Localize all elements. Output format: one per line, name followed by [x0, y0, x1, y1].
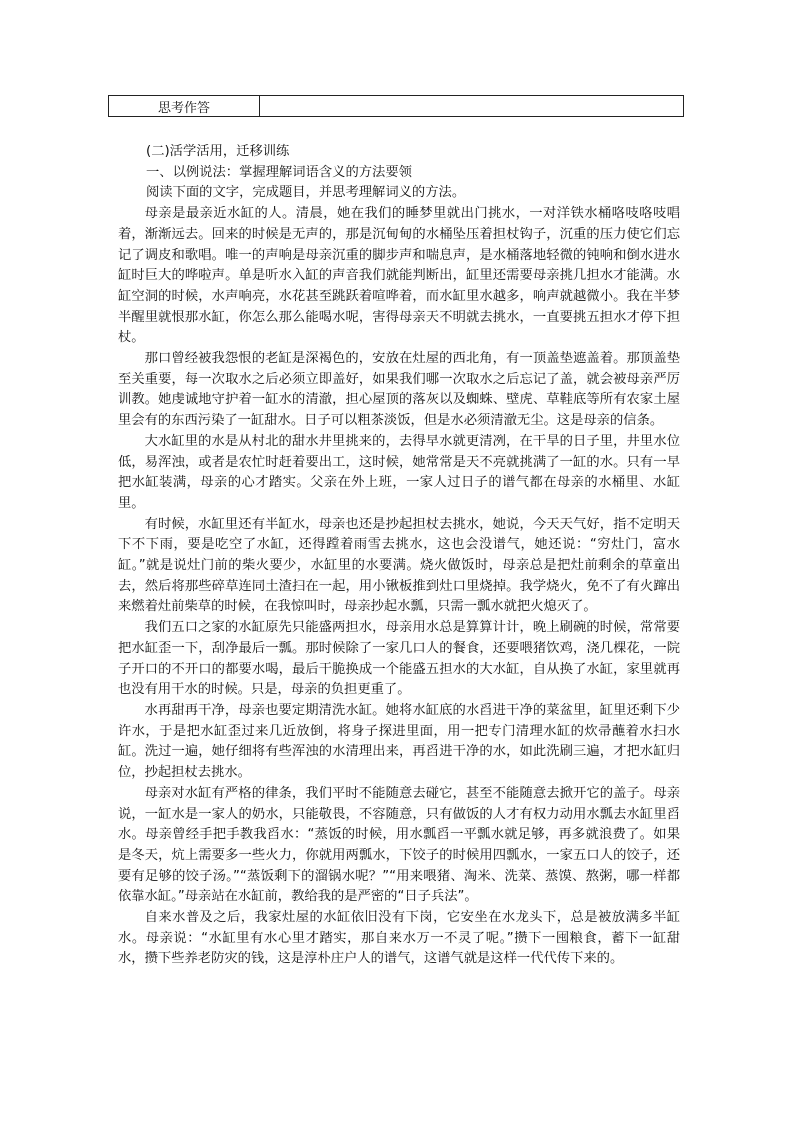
paragraph-3: 大水缸里的水是从村北的甜水井里挑来的，去得早水就更清冽，在干旱的日子里，井里水位低，易浑浊，或者是农忙时赶着要出工，这时候，她常常是天不亮就挑满了一缸的水。只有一早把水缸装满，母亲的心才踏实。父亲在外上班，一家人过日子的谱气都在母亲的水桶里、水缸里。	[118, 433, 680, 511]
reading-instruction: 阅读下面的文字，完成题目，并思考理解词义的方法。	[146, 185, 466, 201]
table-row	[109, 96, 684, 117]
section-heading: (二)活学活用，迁移训练	[146, 144, 290, 159]
paragraph-4: 有时候，水缸里还有半缸水，母亲也还是抄起担杖去挑水，她说，今天天气好，指不定明天下不下雨，要是吃空了水缸，还得蹚着雨雪去挑水，这也会没谱气，她还说：“穷灶门，富水缸。”就是说灶门前的柴火要少，水缸里的水要满。烧火做饭时，母亲总是把灶前剩余的草童出去，然后将那些碎草连同土渣扫在一起，用小锹板推到灶口里烧掉。我学烧火，免不了有火蹿出来燃着灶前柴草的时候，在我惊叫时，母亲抄起水瓢，只需一瓢水就把火熄灭了。	[118, 516, 680, 615]
paragraph-7: 母亲对水缸有严格的律条，我们平时不能随意去碰它，甚至不能随意去掀开它的盖子。母亲说，一缸水是一家人的奶水，只能敬畏，不容随意，只有做饭的人才有权力动用水瓢去水缸里舀水。母亲曾经手把手教我舀水：“蒸饭的时候，用水瓢舀一平瓢水就足够，再多就浪费了。如果是冬天，炕上需要多一些火力，你就用两瓢水，下饺子的时候用四瓢水，一家五口人的饺子，还要有足够的饺子汤。”“蒸饭剩下的溜锅水呢？”“用来喂猪、淘米、洗菜、蒸馍、熬粥，哪一样都依靠水缸。”母亲站在水缸前，教给我的是严密的“日子兵法”。	[118, 785, 680, 905]
answer-table	[108, 95, 684, 117]
paragraph-8: 自来水普及之后，我家灶屋的水缸依旧没有下岗，它安坐在水龙头下，总是被放满多半缸水。母亲说：“水缸里有水心里才踏实，那自来水万一不灵了呢。”攒下一囤粮食，蓄下一缸甜水，攒下些养老防灾的钱，这是淳朴庄户人的谱气，这谱气就是这样一代代传下来的。	[118, 910, 680, 967]
table-answer-cell[interactable]	[260, 96, 684, 117]
table-label-cell: 思考作答	[109, 96, 260, 117]
paragraph-6: 水再甜再干净，母亲也要定期清洗水缸。她将水缸底的水舀进干净的菜盆里，缸里还剩下少许水，于是把水缸歪过来几近放倒，将身子探进里面，用一把专门清理水缸的炊帚蘸着水扫水缸。洗过一遍，她仔细将有些浑浊的水清理出来，再舀进干净的水，如此洗刷三遍，才把水缸归位，抄起担杖去挑水。	[118, 702, 680, 781]
document-body	[118, 142, 680, 970]
paragraph-1: 母亲是最亲近水缸的人。清晨，她在我们的睡梦里就出门挑水，一对洋铁水桶咯吱咯吱唱着，渐渐远去。回来的时候是无声的，那是沉甸甸的水桶坠压着担杖钩子，沉重的压力使它们忘记了调皮和歌唱。唯一的声响是母亲沉重的脚步声和喘息声，是水桶落地轻微的钝响和倒水进水缸时巨大的哗啦声。单是听水入缸的声音我们就能判断出，缸里还需要母亲挑几担水才能满。水缸空洞的时候，水声响亮，水花甚至跳跃着喧哗着，而水缸里水越多，响声就越微小。我在半梦半醒里就恨那水缸，你怎么那么能喝水呢，害得母亲天不明就去挑水，一直要挑五担水才停下担杖。	[118, 206, 680, 346]
section-subheading: 一、以例说法：掌握理解词语含义的方法要领	[146, 164, 412, 180]
paragraph-2: 那口曾经被我怨恨的老缸是深褐色的，安放在灶屋的西北角，有一顶盖垫遮盖着。那顶盖垫至关重要，每一次取水之后必须立即盖好，如果我们哪一次取水之后忘记了盖，就会被母亲严厉训教。她虔诚地守护着一缸水的清澈，担心屋顶的落灰以及蜘蛛、壁虎、草鞋底等所有农家土屋里会有的东西污染了一缸甜水。日子可以粗茶淡饭，但是水必须清澈无尘。这是母亲的信条。	[118, 351, 680, 429]
paragraph-5: 我们五口之家的水缸原先只能盛两担水，母亲用水总是算算计计，晚上刷碗的时候，常常要把水缸歪一下，刮净最后一瓢。那时候除了一家几口人的餐食，还要喂猪饮鸡，浇几棵花，一院子开口的不开口的都要水喝，最后干脆换成一个能盛五担水的大水缸，自从换了水缸，家里就再也没有用干水的时候。只是，母亲的负担更重了。	[118, 620, 680, 698]
